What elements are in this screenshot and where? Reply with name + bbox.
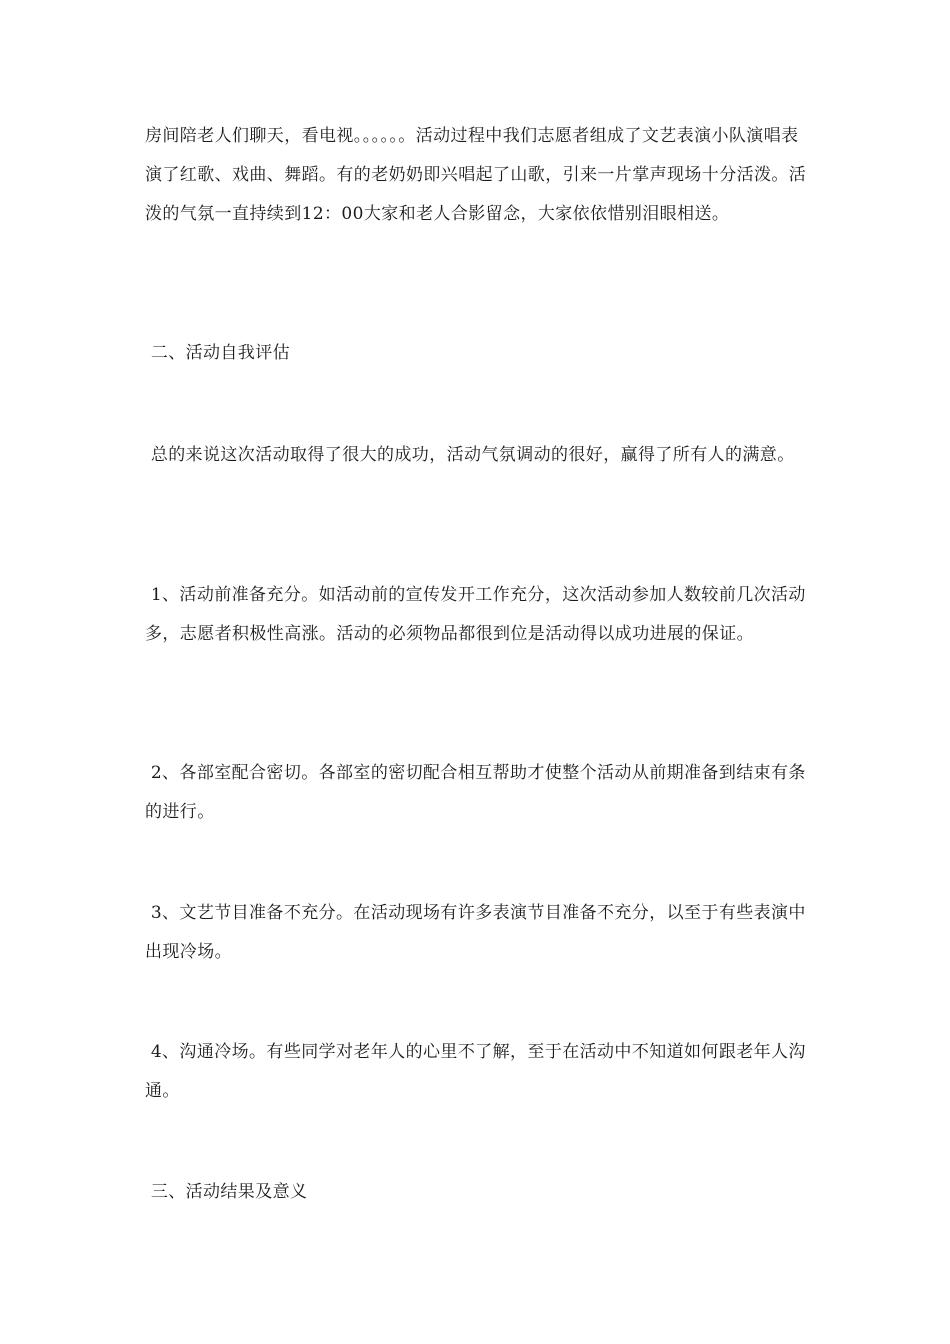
- paragraph-point-2: 2、各部室配合密切。各部室的密切配合相互帮助才使整个活动从前期准备到结束有条的进行。: [145, 763, 806, 822]
- paragraph-activity-process: 房间陪老人们聊天，看电视。。。。。。活动过程中我们志愿者组成了文艺表演小队演唱表演了红歌、戏曲、舞蹈。有的老奶奶即兴唱起了山歌，引来一片掌声现场十分活泼。活泼的气氛一直持续到12：00大家和老人合影留念，大家依依惜别泪眼相送。: [145, 126, 807, 224]
- paragraph-overall-summary: 总的来说这次活动取得了很大的成功，活动气氛调动的很好，赢得了所有人的满意。: [145, 445, 795, 465]
- heading-results-significance: 三、活动结果及意义: [145, 1182, 308, 1202]
- paragraph-point-4: 4、沟通冷场。有些同学对老年人的心里不了解，至于在活动中不知道如何跟老年人沟通。: [145, 1042, 806, 1101]
- paragraph-point-3: 3、文艺节目准备不充分。在活动现场有许多表演节目准备不充分，以至于有些表演中出现冷场。: [145, 903, 806, 962]
- heading-self-evaluation: 二、活动自我评估: [145, 343, 291, 363]
- paragraph-point-1: 1、活动前准备充分。如活动前的宣传发开工作充分，这次活动参加人数较前几次活动多，志愿者积极性高涨。活动的必须物品都很到位是活动得以成功进展的保证。: [145, 585, 806, 644]
